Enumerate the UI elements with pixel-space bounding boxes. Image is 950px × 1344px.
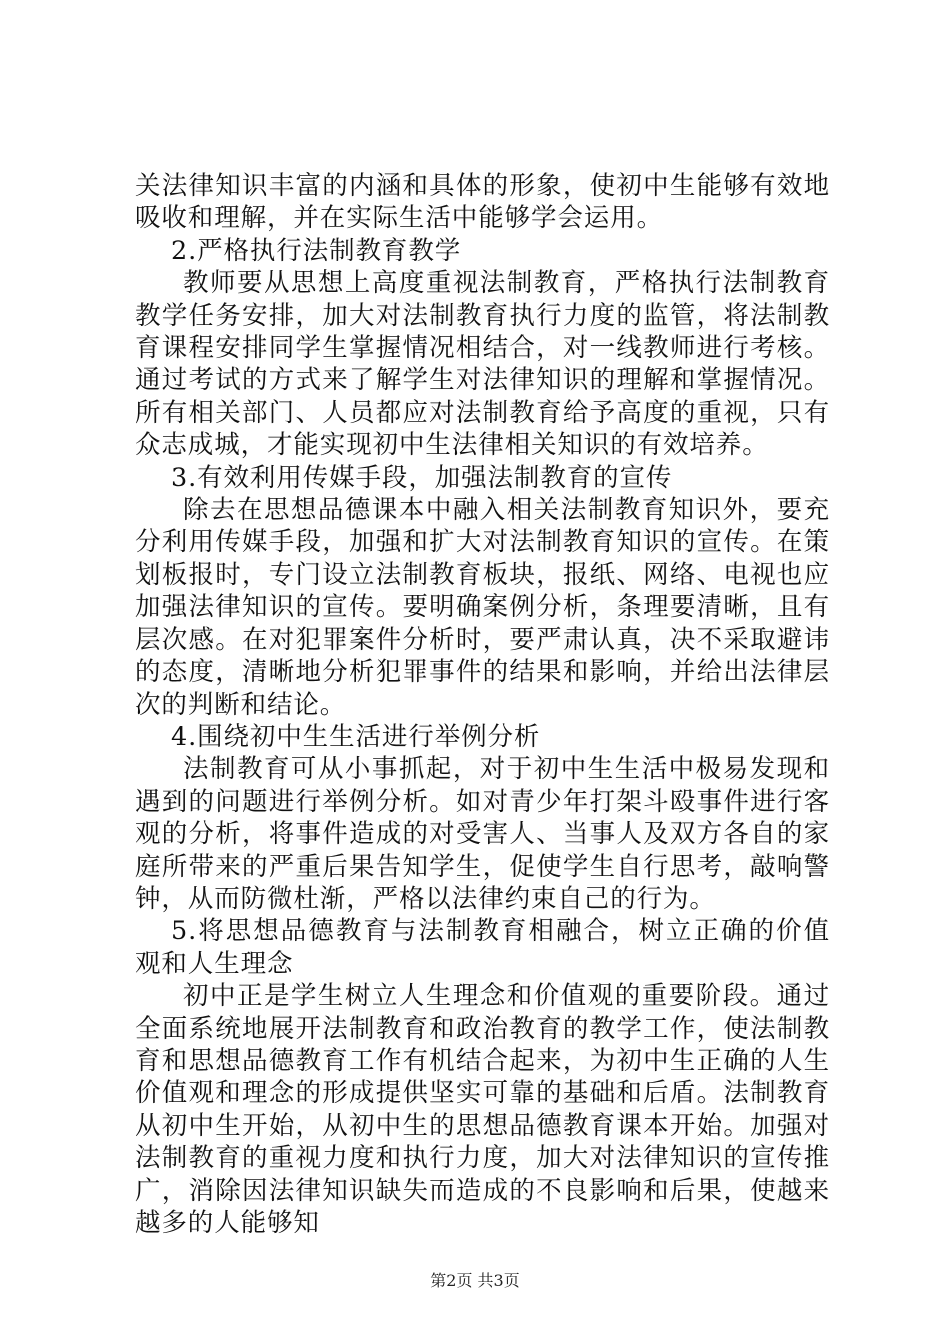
paragraph-continuation: 关法律知识丰富的内涵和具体的形象，使初中生能够有效地吸收和理解，并在实际生活中能够学会运用。 bbox=[135, 171, 830, 234]
page-footer: 第2页 共3页 bbox=[430, 1271, 520, 1290]
document-body bbox=[135, 170, 830, 1239]
section-heading-3: 3.有效利用传媒手段，加强法制教育的宣传 bbox=[171, 462, 673, 493]
section-heading-5: 5.将思想品德教育与法制教育相融合，树立正确的价值观和人生理念 bbox=[135, 916, 830, 979]
paragraph-values-integration: 初中正是学生树立人生理念和价值观的重要阶段。通过全面系统地展开法制教育和政治教育的教学工作，使法制教育和思想品德教育工作有机结合起来，为初中生正确的人生价值观和理念的形成提供坚实可靠的基础和后盾。法制教育从初中生开始，从初中生的思想品德教育课本开始。加强对法制教育的重视力度和执行力度，加大对法律知识的宣传推广，消除因法律知识缺失而造成的不良影响和后果，使越来越多的人能够知 bbox=[135, 981, 830, 1238]
paragraph-media-publicity: 除去在思想品德课本中融入相关法制教育知识外，要充分利用传媒手段，加强和扩大对法制教育知识的宣传。在策划板报时，专门设立法制教育板块，报纸、网络、电视也应加强法律知识的宣传。要明确案例分析，条理要清晰，且有层次感。在对犯罪案件分析时，要严肃认真，决不采取避讳的态度，清晰地分析犯罪事件的结果和影响，并给出法律层次的判断和结论。 bbox=[135, 495, 830, 720]
section-heading-2: 2.严格执行法制教育教学 bbox=[171, 235, 462, 266]
paragraph-teacher-execution: 教师要从思想上高度重视法制教育，严格执行法制教育教学任务安排，加大对法制教育执行力度的监管，将法制教育课程安排同学生掌握情况相结合，对一线教师进行考核。通过考试的方式来了解学生对法律知识的理解和掌握情况。所有相关部门、人员都应对法制教育给予高度的重视，只有众志成城，才能实现初中生法律相关知识的有效培养。 bbox=[135, 268, 830, 461]
paragraph-example-analysis: 法制教育可从小事抓起，对于初中生生活中极易发现和遇到的问题进行举例分析。如对青少年打架斗殴事件进行客观的分析，将事件造成的对受害人、当事人及双方各自的家庭所带来的严重后果告知学生，促使学生自行思考，敲响警钟，从而防微杜渐，严格以法律约束自己的行为。 bbox=[135, 754, 830, 914]
section-heading-4: 4.围绕初中生生活进行举例分析 bbox=[171, 721, 541, 752]
